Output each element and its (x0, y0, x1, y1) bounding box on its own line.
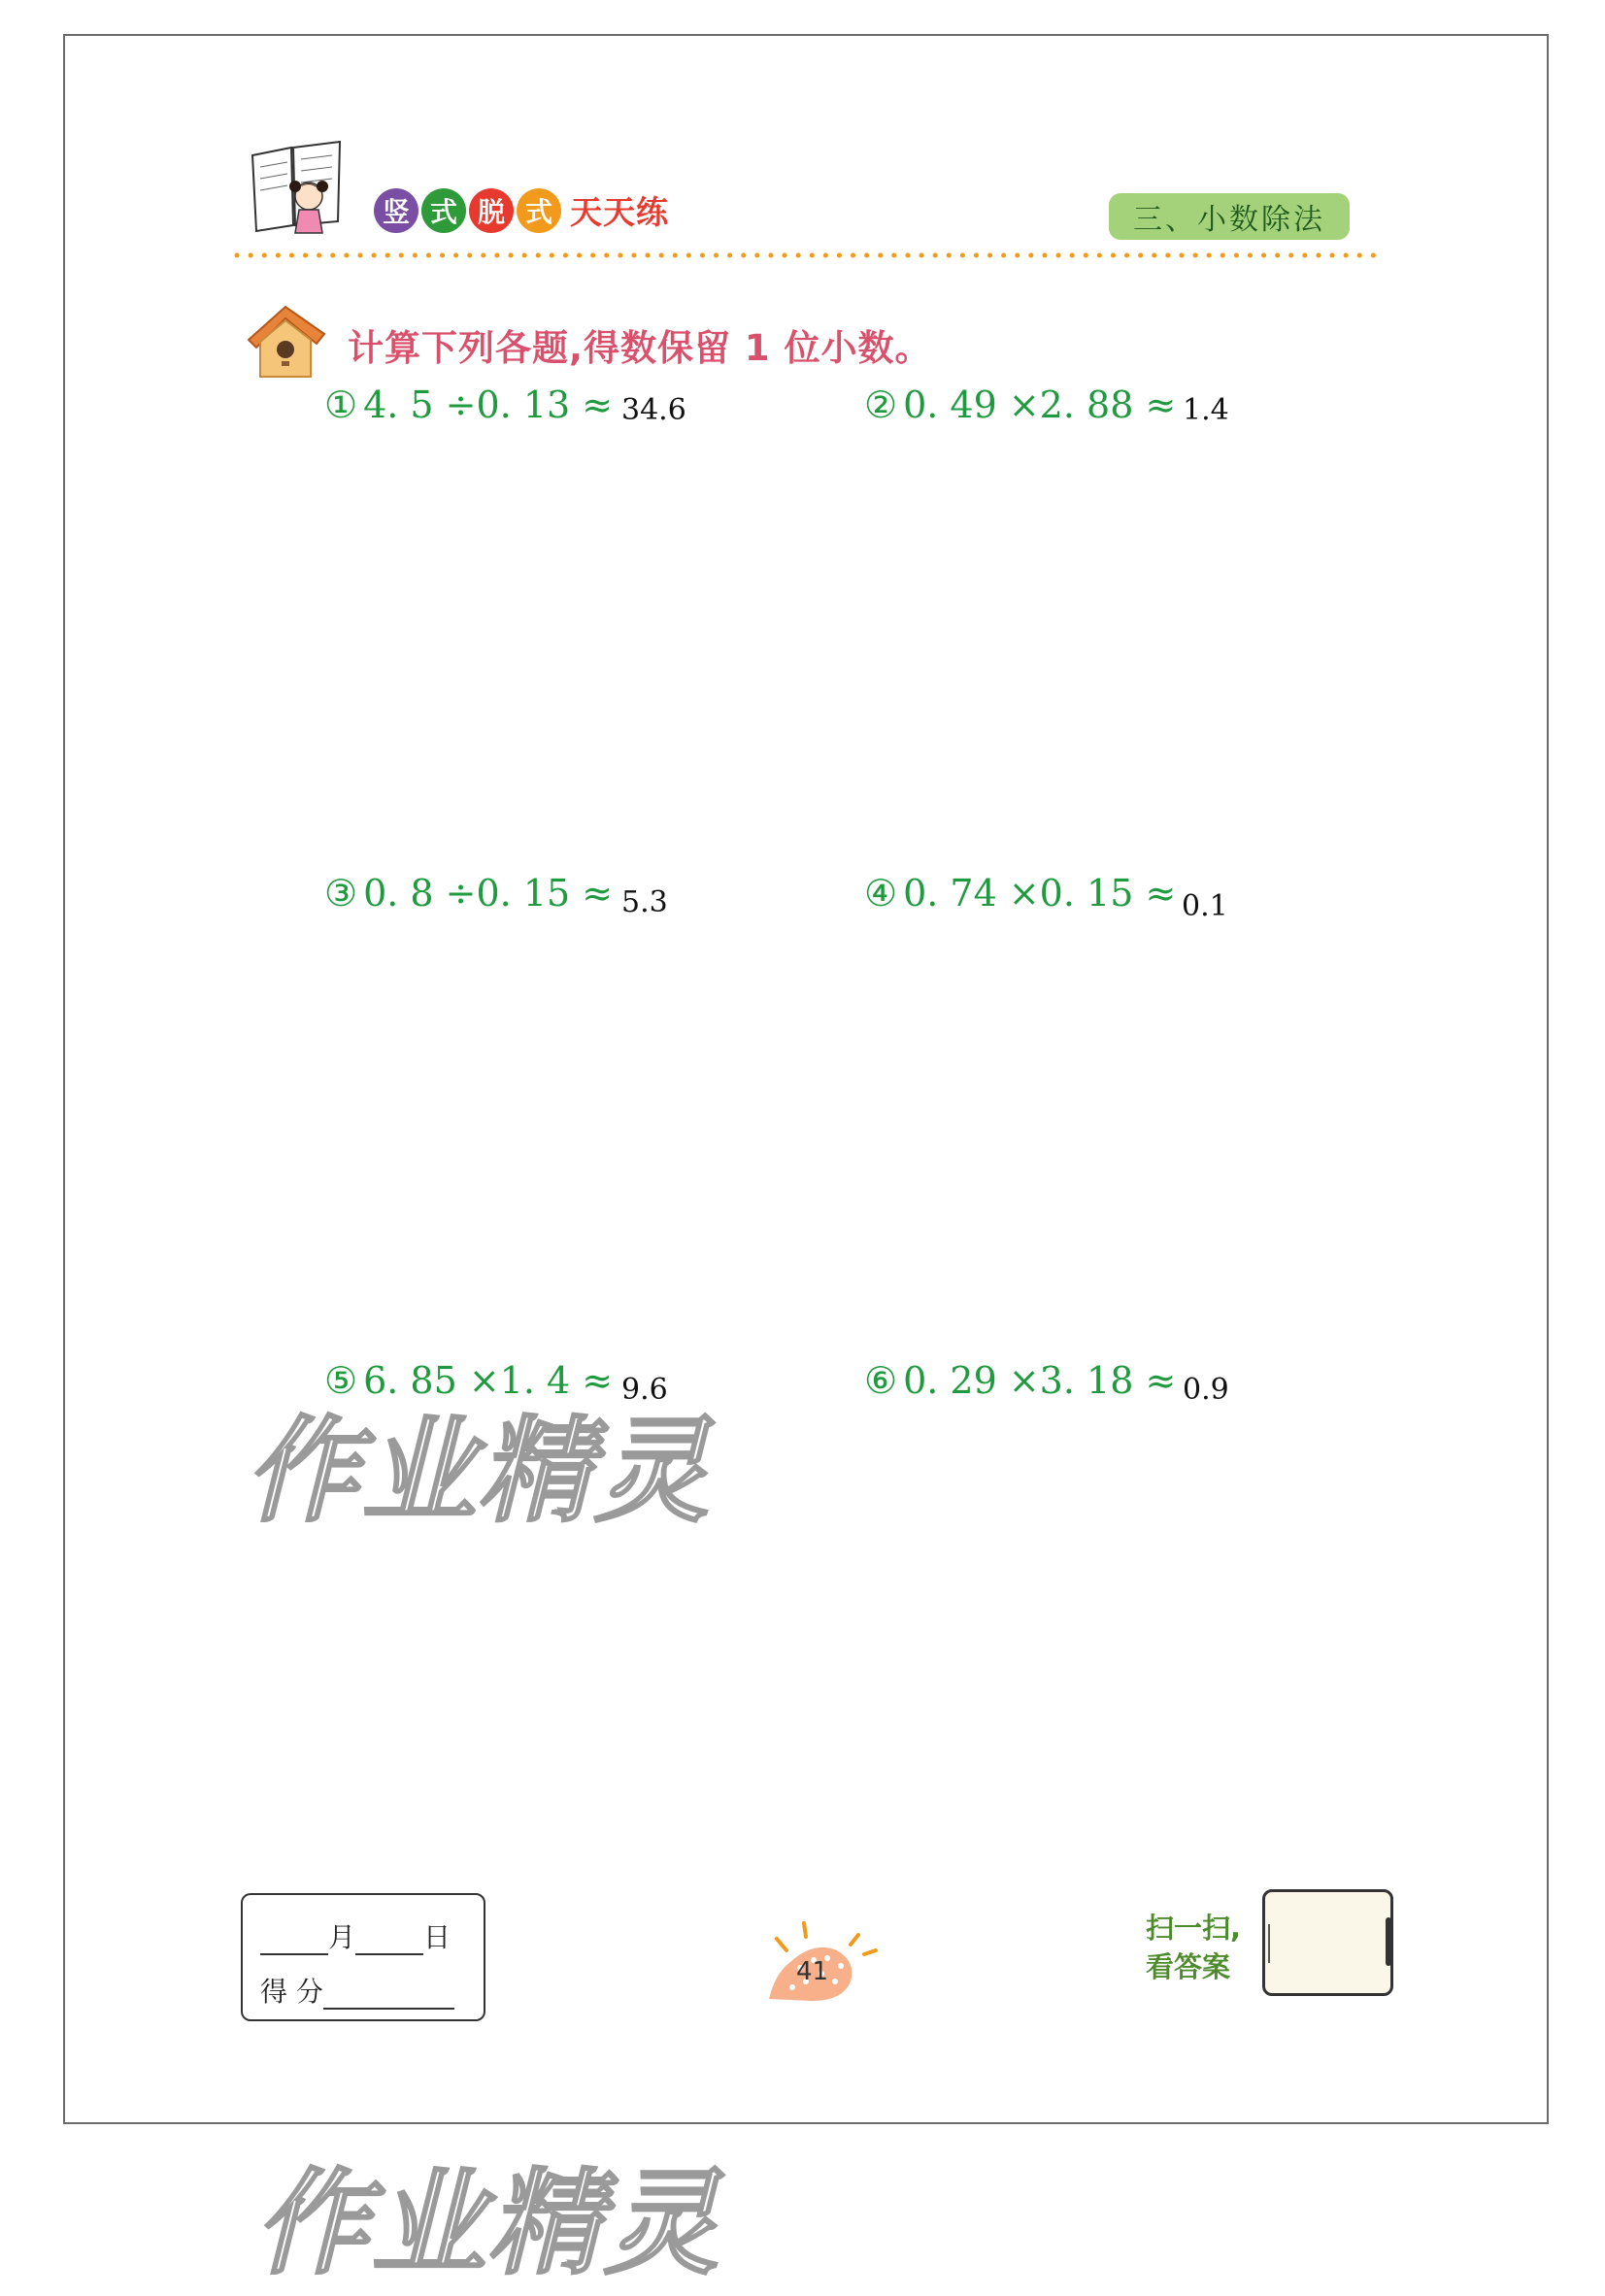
scan-prompt (1146, 1909, 1241, 1986)
title-char-2: 式 (421, 188, 466, 233)
answer-5: 9.6 (621, 1373, 668, 1407)
instruction: 计算下列各题,得数保留 1 位小数。 (348, 327, 932, 369)
problem-3 (324, 872, 613, 915)
date-line (260, 1916, 451, 1955)
problem-expression: 0. 29 ×3. 18 ≈ (903, 1359, 1177, 1402)
problem-4 (864, 872, 1176, 915)
answer-6: 0.9 (1183, 1373, 1229, 1407)
title-rest: 天天练 (570, 193, 669, 231)
problem-number: ④ (864, 872, 898, 915)
answer-2: 1.4 (1183, 393, 1229, 427)
problem-expression: 0. 74 ×0. 15 ≈ (903, 872, 1177, 915)
qr-box-marker (1268, 1924, 1270, 1963)
watermark: 作业精灵 (238, 1404, 738, 1538)
day-blank (355, 1930, 423, 1955)
watermark: 作业精灵 (248, 2156, 748, 2290)
day-label: 日 (423, 1921, 451, 1953)
problem-number: ⑤ (324, 1359, 358, 1402)
title-char-1: 竖 (374, 188, 418, 233)
book-title (374, 187, 669, 233)
section-tab: 三、小数除法 (1109, 193, 1350, 240)
score-label: 得 分 (260, 1976, 323, 2008)
score-blank (323, 1984, 454, 2010)
dotted-divider (233, 249, 1388, 262)
problem-expression: 0. 49 ×2. 88 ≈ (903, 383, 1177, 426)
answer-1: 34.6 (621, 393, 686, 427)
answer-4: 0.1 (1182, 889, 1228, 923)
problem-6 (864, 1359, 1176, 1402)
problem-expression: 4. 5 ÷0. 13 ≈ (363, 383, 614, 426)
problem-expression: 6. 85 ×1. 4 ≈ (363, 1359, 614, 1402)
house-icon (241, 299, 330, 383)
problem-number: ③ (324, 872, 358, 915)
qr-box-handle (1386, 1917, 1391, 1966)
scan-line-1: 扫一扫, (1146, 1912, 1242, 1945)
score-line (260, 1971, 454, 2010)
scan-line-2: 看答案 (1146, 1950, 1231, 1983)
problem-1 (324, 383, 613, 426)
date-score-box (241, 1893, 485, 2021)
problem-2 (864, 383, 1176, 426)
problem-number: ② (864, 383, 898, 426)
answer-3: 5.3 (621, 885, 668, 919)
month-blank (260, 1930, 328, 1955)
problem-expression: 0. 8 ÷0. 15 ≈ (363, 872, 614, 915)
month-label: 月 (328, 1921, 356, 1953)
problem-number: ① (324, 383, 358, 426)
qr-code-box[interactable] (1262, 1889, 1393, 1996)
title-char-3: 脱 (469, 188, 514, 233)
page-number: 41 (796, 1957, 829, 1986)
book-girl-icon (245, 136, 351, 238)
problem-number: ⑥ (864, 1359, 898, 1402)
title-char-4: 式 (517, 188, 561, 233)
